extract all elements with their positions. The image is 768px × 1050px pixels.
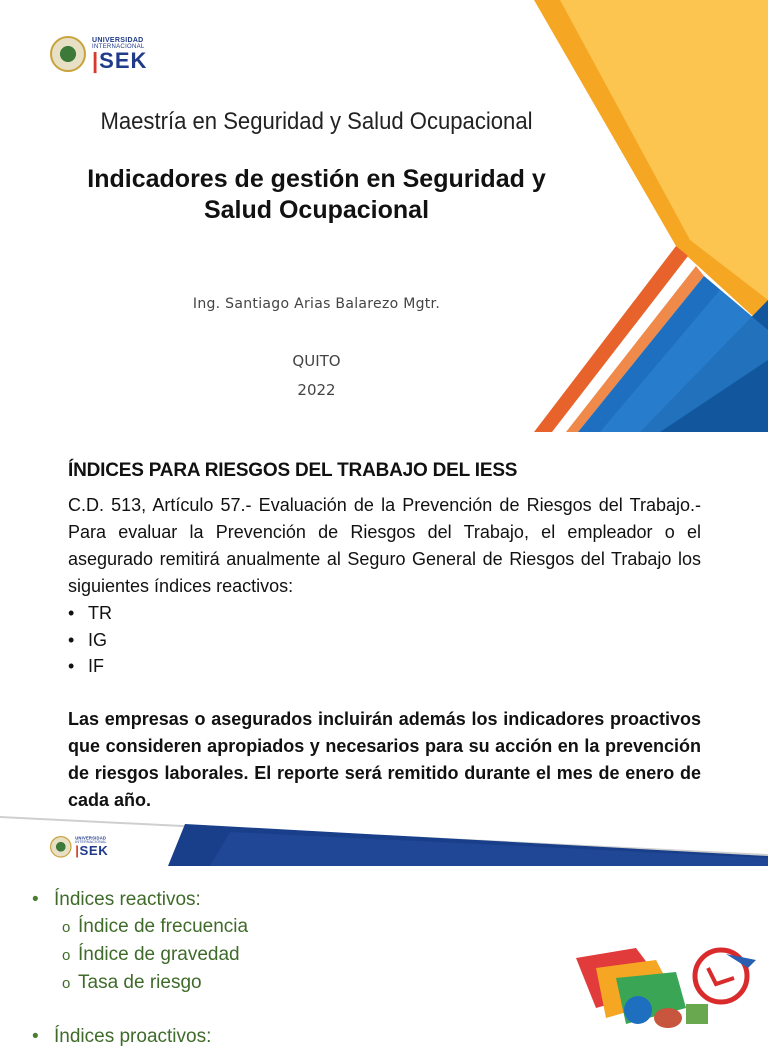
logo-line2: INTERNACIONAL: [75, 840, 107, 845]
header-band: [0, 816, 768, 870]
program-name: Maestría en Seguridad y Salud Ocupacional: [100, 108, 533, 135]
slide-heading: ÍNDICES PARA RIESGOS DEL TRABAJO DEL IESS: [68, 460, 518, 481]
logo-line3: |SEK: [92, 47, 148, 73]
list-item: • IG: [68, 627, 112, 654]
sub-list-item: o Tasa de riesgo: [32, 969, 248, 997]
city: QUITO: [292, 352, 341, 370]
year: 2022: [297, 381, 336, 399]
university-logo-small: [50, 836, 108, 858]
title-slide: [0, 0, 768, 432]
article-paragraph: C.D. 513, Artículo 57.- Evaluación de la Prevención de Riesgos del Trabajo.- Para evaluar la Prevención de Riesgos del Trabajo, el empleador o el asegurado remitirá anualmente al Seguro General de Riesgos del Trabajo los siguientes índices reactivos:: [68, 495, 701, 596]
crest-icon: [50, 836, 72, 858]
partial-slide: [0, 816, 768, 1047]
content-slide: [0, 432, 768, 816]
list-item: • Índices reactivos:: [32, 886, 248, 913]
indices-outline: [32, 886, 248, 1050]
logo-line1: UNIVERSIDAD: [75, 836, 107, 841]
author-name: Ing. Santiago Arias Balarezo Mgtr.: [192, 296, 441, 312]
sub-list-item: o Índice de frecuencia: [32, 913, 248, 941]
list-item: • IF: [68, 653, 112, 680]
logo-line2: INTERNACIONAL: [92, 43, 145, 50]
logo-line1: UNIVERSIDAD: [92, 36, 144, 44]
presentation-title: Indicadores de gestión en Seguridad y Salud Ocupacional: [87, 165, 546, 224]
crest-icon: [50, 36, 86, 72]
indicators-clipart-icon: [576, 948, 756, 1024]
list-item: • TR: [68, 600, 112, 627]
list-item: • Índices proactivos:: [32, 1023, 248, 1050]
reactive-index-list: [68, 600, 112, 680]
university-logo: [50, 36, 147, 72]
bold-paragraph: Las empresas o asegurados incluirán además los indicadores proactivos que consideren apropiados y necesarios para su acción en la prevención de riesgos laborales. El reporte será remitido durante el mes de enero de cada año.: [68, 709, 701, 810]
sub-list-item: o Índice de gravedad: [32, 941, 248, 969]
logo-line3: |SEK: [75, 842, 109, 858]
